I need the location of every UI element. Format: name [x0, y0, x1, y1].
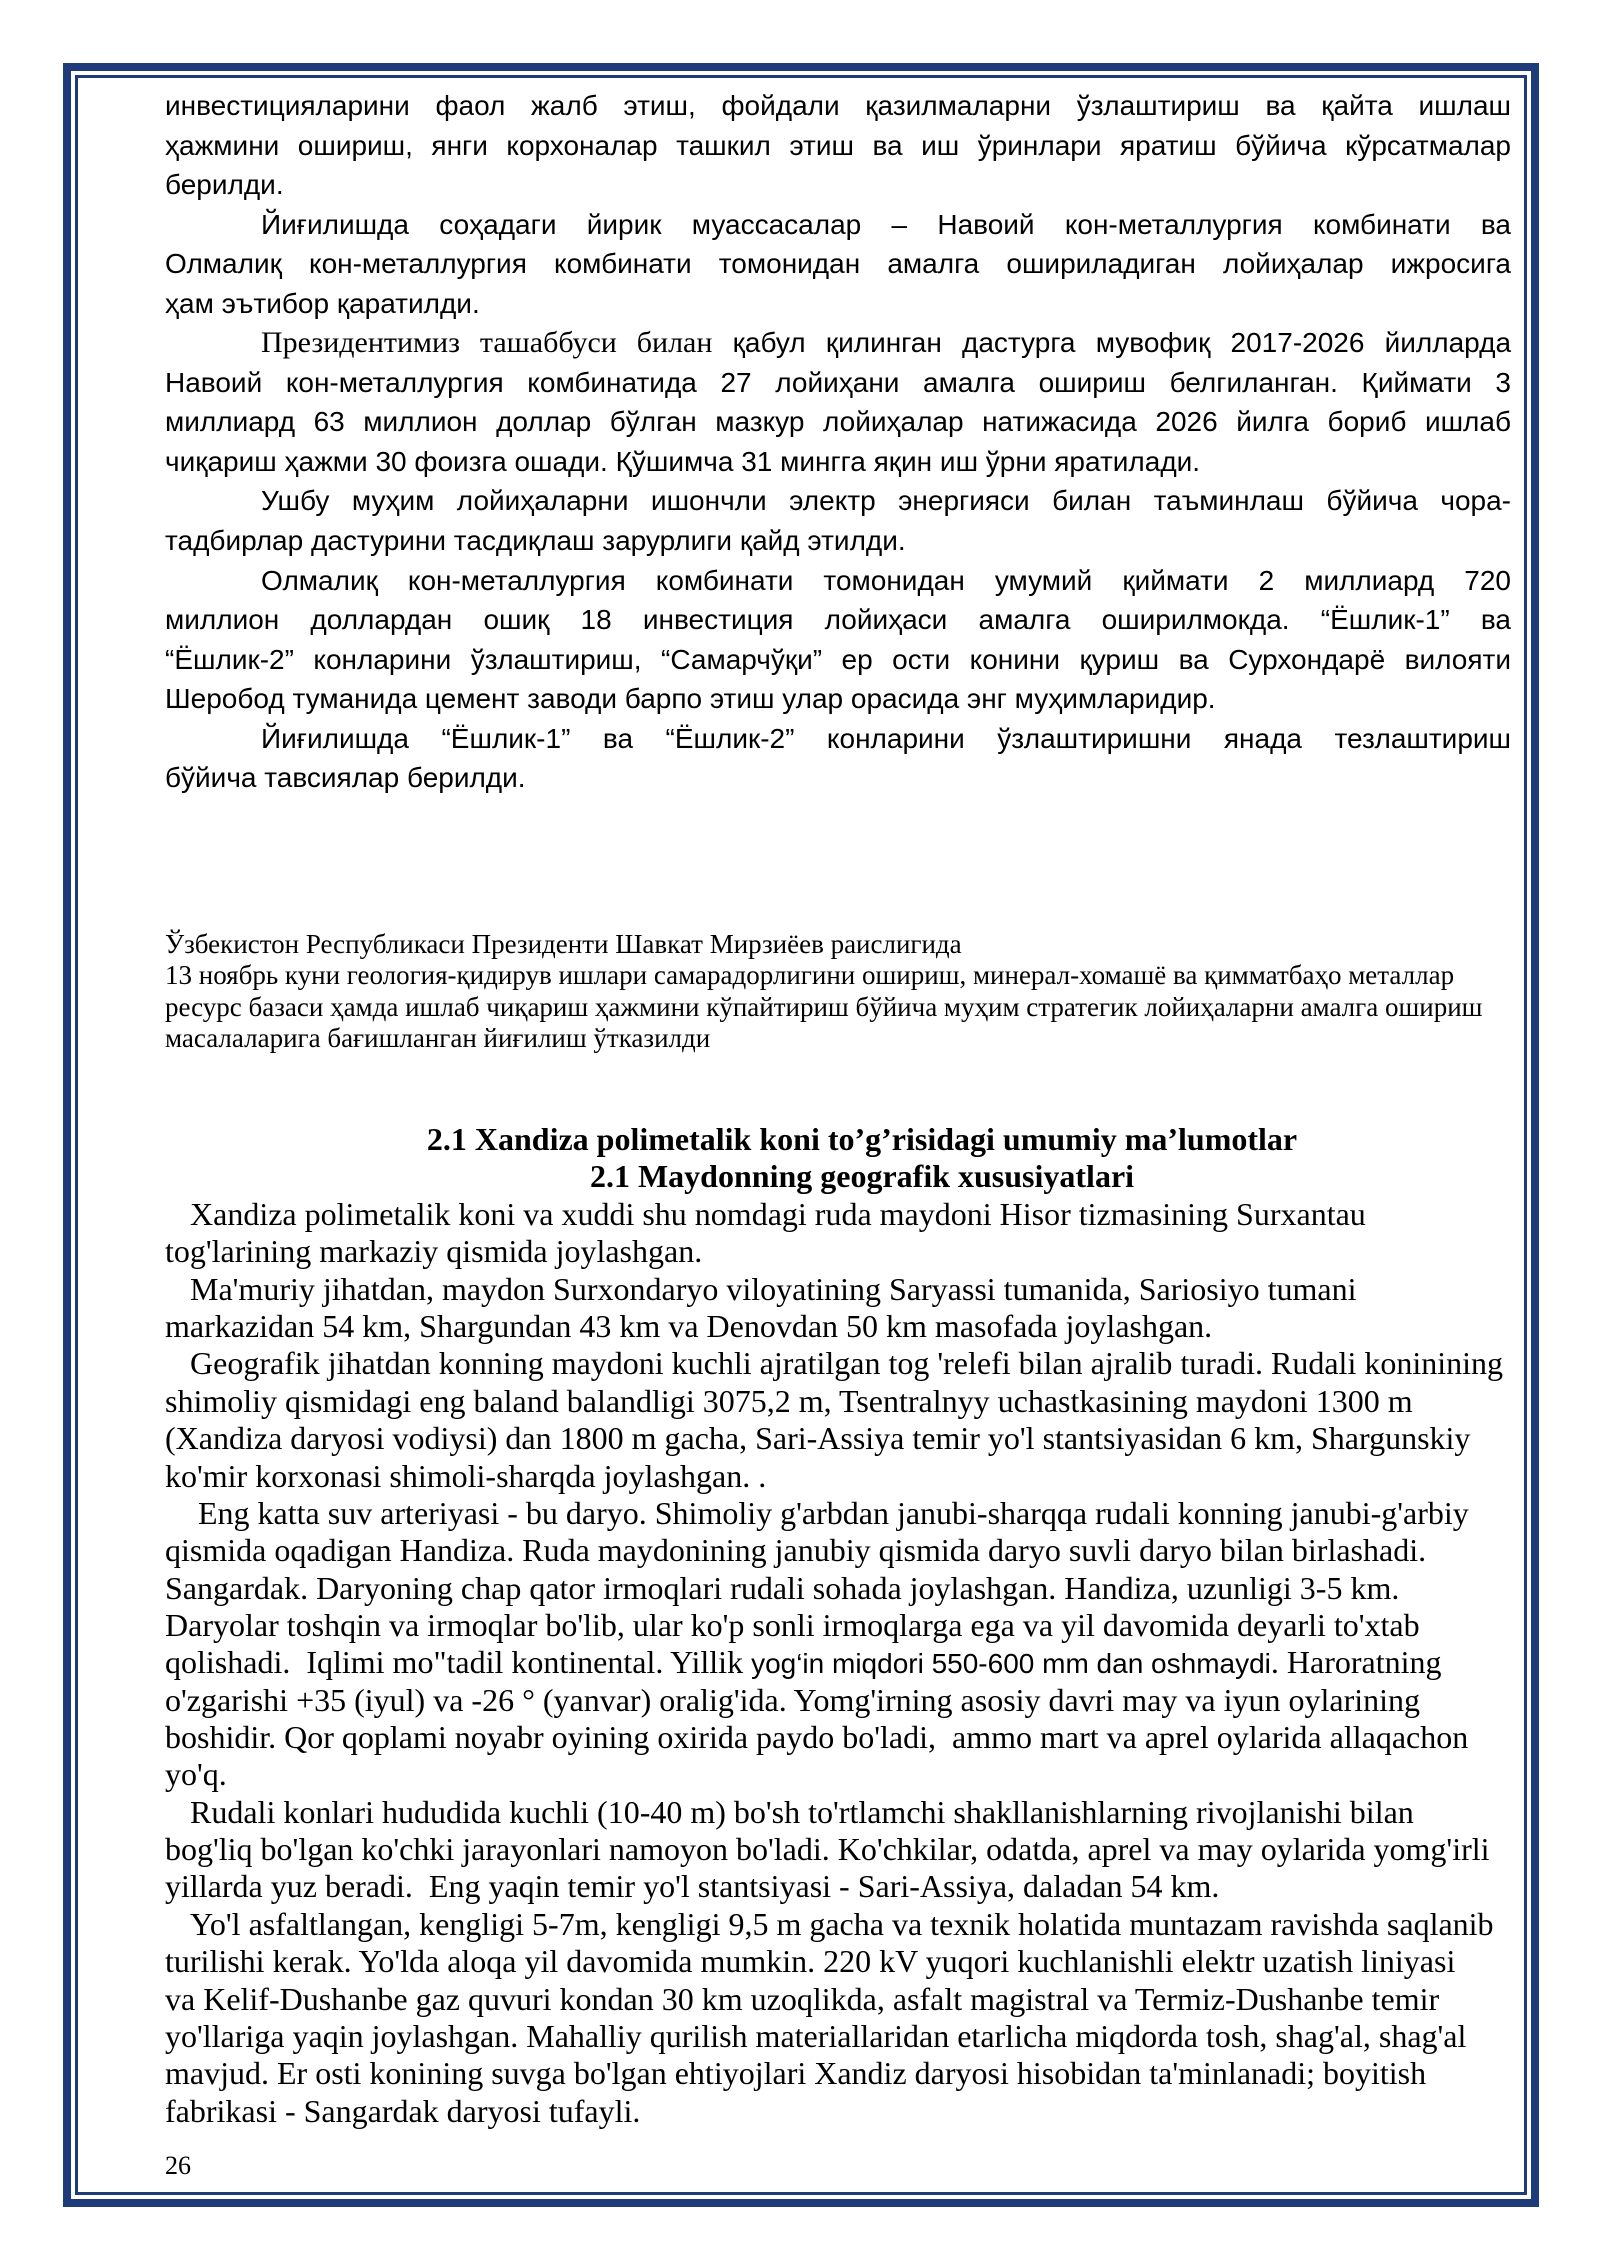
text-line: Навоий кон-металлургия комбинатида 27 лойиҳани амалга ошириш белгиланган. Қиймати 3 — [165, 366, 1511, 398]
body-paragraph-3 — [165, 1345, 1511, 1494]
text-line — [165, 1644, 1511, 1681]
text-line: qismida oqadigan Handiza. Ruda maydonining janubiy qismida daryo suvli daryo bilan birlashadi. — [165, 1532, 1427, 1569]
photo-caption — [165, 929, 1515, 1055]
news-paragraph-2 — [165, 205, 1511, 324]
news-text — [165, 86, 1511, 798]
text-line: turilishi kerak. Yo'lda aloqa yil davomida mumkin. 220 kV yuqori kuchlanishli elektr uzatish liniyasi — [165, 1943, 1456, 1980]
body-paragraph-1 — [165, 1196, 1511, 1271]
text-line: Yo'l asfaltlangan, kengligi 5-7m, kengligi 9,5 m gacha va texnik holatida muntazam ravishda saqlanib — [190, 1905, 1494, 1942]
text-segment-sans: қабул қилинган дастурга мувофиқ 2017-2026 йилларда — [732, 327, 1512, 359]
text-line: Geografik jihatdan konning maydoni kuchli ajratilgan tog 'relefi bilan ajralib turadi. Rudali koninining — [190, 1345, 1503, 1382]
news-paragraph-1 — [165, 86, 1511, 205]
text-line: Йиғилишда соҳадаги йирик муассасалар – Навоий кон-металлургия комбинати ва — [261, 208, 1511, 240]
caption-line: ресурс базаси ҳамда ишлаб чиқариш ҳажмини кўпайтириш бўйича муҳим стратегик лойиҳаларни амалга ошириш — [165, 991, 1483, 1022]
text-line: миллион доллардан ошиқ 18 инвестиция лойиҳаси амалга оширилмокда. “Ёшлик-1” ва — [165, 604, 1511, 636]
text-line: чиқариш ҳажми 30 фоизга ошади. Қўшимча 31 мингга яқин иш ўрни яратилади. — [165, 445, 1201, 477]
text-line: Олмалиқ кон-металлургия комбинати томонидан амалга ошириладиган лойиҳалар ижросига — [165, 248, 1511, 280]
text-line: o'zgarishi +35 (iyul) va -26 ° (yanvar) oralig'ida. Yomg'irning asosiy davri may va iyun oylarining — [165, 1681, 1421, 1718]
body-paragraph-5 — [165, 1794, 1511, 1906]
text-line: tog'larining markaziy qismida joylashgan. — [165, 1233, 703, 1270]
news-paragraph-6 — [165, 719, 1511, 798]
text-line: Олмалиқ кон-металлургия комбинати томонидан умумий қиймати 2 миллиард 720 — [261, 564, 1511, 596]
news-paragraph-5 — [165, 561, 1511, 719]
text-segment-sans: yog‘in miqdori 550-600 mm dan oshmaydi — [751, 1648, 1271, 1680]
body-paragraph-6 — [165, 1906, 1511, 2130]
text-line: Шеробод туманида цемент заводи барпо этиш улар орасида энг муҳимларидир. — [165, 683, 1216, 715]
text-line: “Ёшлик-2” конларини ўзлаштириш, “Самарчўқи” ер ости конини қуриш ва Сурхондарё вилояти — [165, 643, 1511, 675]
text-line: yillarda yuz beradi. Eng yaqin temir yo'l stantsiyasi - Sari-Assiya, daladan 54 km. — [165, 1868, 1220, 1905]
text-line — [165, 323, 1511, 363]
section-subheading: 2.1 Maydonning geografik xususiyatlari — [589, 1158, 1135, 1195]
text-line: Eng katta suv arteriyasi - bu daryo. Shimoliy g'arbdan janubi-sharqqa rudali konning janubi-g'arbiy — [198, 1494, 1469, 1531]
text-line: Ma'muriy jihatdan, maydon Surxondaryo viloyatining Saryassi tumanida, Sariosiyo tumani — [190, 1270, 1357, 1307]
text-line: берилди. — [165, 169, 284, 201]
caption-line: масалаларига бағишланган йиғилиш ўтказилди — [165, 1023, 711, 1054]
text-line: Йиғилишда “Ёшлик-1” ва “Ёшлик-2” конларини ўзлаштиришни янада тезлаштириш — [261, 722, 1511, 754]
text-segment-serif: qolishadi. Iqlimi mo"tadil kontinental. Yillik — [165, 1644, 752, 1681]
text-line: bog'liq bo'lgan ko'chki jarayonlari namoyon bo'ladi. Ko'chkilar, odatda, aprel va may oylarida yomg'irli — [165, 1831, 1490, 1868]
text-line: ҳам эътибор қаратилди. — [165, 287, 480, 319]
body-paragraph-4 — [165, 1495, 1511, 1794]
text-line: yo'llariga yaqin joylashgan. Mahalliy qurilish materiallaridan etarlicha miqdorda tosh, shag'al, shag'al — [165, 2017, 1467, 2054]
text-line: yo'q. — [165, 1756, 227, 1793]
text-line: Ушбу муҳим лойиҳаларни ишончли электр энергияси билан таъминлаш бўйича чора- — [261, 485, 1511, 517]
text-line: Daryolar toshqin va irmoqlar bo'lib, ular ko'p sonli irmoqlarga ega va yil davomida deyarli to'xtab — [165, 1606, 1420, 1643]
caption-line: 13 ноябрь куни геология-қидирув ишлари самарадорлигини ошириш, минерал-хомашё ва қимматбаҳо металлар — [165, 960, 1455, 991]
text-line: boshidir. Qor qoplami noyabr oyining oxirida paydo bo'ladi, ammo mart va aprel oylarida allaqachon — [165, 1719, 1469, 1756]
body-paragraph-2 — [165, 1271, 1511, 1346]
news-paragraph-4 — [165, 481, 1511, 560]
text-line: Sangardak. Daryoning chap qator irmoqlari rudali sohada joylashgan. Handiza, uzunligi 3-5 km. — [165, 1569, 1400, 1606]
section-heading: 2.1 Xandiza polimetalik koni to’g’risidagi umumiy ma’lumotlar — [426, 1121, 1298, 1157]
text-line: fabrikasi - Sangardak daryosi tufayli. — [165, 2092, 641, 2129]
text-line: бўйича тавсиялар берилди. — [165, 762, 526, 794]
text-line: shimoliy qismidagi eng baland balandligi 3075,2 m, Tsentralnyy uchastkasining maydoni 1300 m — [165, 1382, 1413, 1419]
text-line: mavjud. Er osti konining suvga bo'lgan ehtiyojlari Xandiz daryosi hisobidan ta'minlanadi; boyitish — [165, 2055, 1427, 2092]
text-segment-serif: Президентимиз ташаббуси билан — [261, 326, 713, 360]
text-segment-serif: . Haroratning — [1270, 1644, 1442, 1681]
text-line: (Xandiza daryosi vodiysi) dan 1800 m gacha, Sari-Assiya temir yo'l stantsiyasidan 6 km, Shargunskiy — [165, 1420, 1471, 1457]
text-line: тадбирлар дастурини тасдиқлаш зарурлиги қайд этилди. — [165, 525, 906, 557]
news-paragraph-3 — [165, 323, 1511, 481]
page-number: 26 — [165, 2151, 191, 2180]
caption-line: Ўзбекистон Республикаси Президенти Шавкат Мирзиёев раислигида — [165, 929, 962, 959]
text-line: ko'mir korxonasi shimoli-sharqda joylashgan. . — [165, 1457, 767, 1494]
text-line: va Kelif-Dushanbe gaz quvuri kondan 30 km uzoqlikda, asfalt magistral va Termiz-Dushanbe temir — [165, 1980, 1440, 2017]
section-headings — [165, 1121, 1511, 1196]
text-line: ҳажмини ошириш, янги корхоналар ташкил этиш ва иш ўринлари яратиш бўйича кўрсатмалар — [165, 129, 1511, 161]
text-line: Xandiza polimetalik koni va xuddi shu nomdagi ruda maydoni Hisor tizmasining Surxantau — [190, 1196, 1366, 1232]
text-line: инвестицияларини фаол жалб этиш, фойдали қазилмаларни ўзлаштириш ва қайта ишлаш — [165, 90, 1511, 121]
text-line: Rudali konlari hududida kuchli (10-40 m) bo'sh to'rtlamchi shakllanishlarning rivojlanishi bilan — [190, 1793, 1414, 1830]
section-body — [165, 1196, 1511, 2130]
text-line: миллиард 63 миллион доллар бўлган мазкур лойиҳалар натижасида 2026 йилга бориб ишлаб — [165, 406, 1511, 438]
text-line: markazidan 54 km, Shargundan 43 km va Denovdan 50 km masofada joylashgan. — [165, 1308, 1213, 1345]
